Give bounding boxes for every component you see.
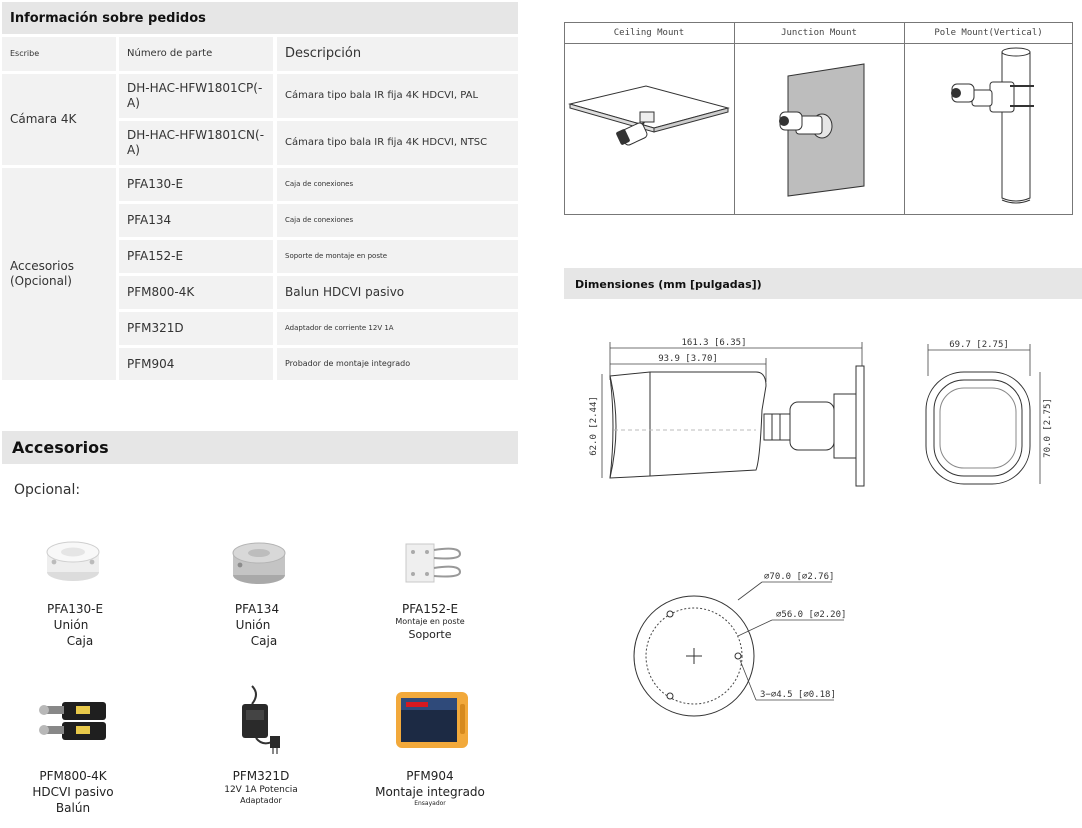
table-row-desc: Soporte de montaje en poste bbox=[277, 240, 518, 273]
dim-length-label: 161.3 [6.35] bbox=[681, 338, 747, 348]
table-row-part: PFM800-4K bbox=[119, 276, 273, 309]
dim-base-pcd-label: ⌀56.0 [⌀2.20] bbox=[776, 610, 847, 620]
table-row-part: PFA130-E bbox=[119, 168, 273, 201]
accessory-label-pfm904: PFM904 Montaje integrado Ensayador bbox=[375, 769, 485, 808]
dim-base-outer-label: ⌀70.0 [⌀2.76] bbox=[764, 572, 835, 582]
accessory-label-pfm8004k: PFM800-4K HDCVI pasivo Balún bbox=[32, 769, 114, 816]
dim-front-height-label: 70.0 [2.75] bbox=[1043, 398, 1053, 458]
table-row-part: PFM904 bbox=[119, 348, 273, 380]
table-row-part: PFM321D bbox=[119, 312, 273, 345]
col-header-desc: Descripción bbox=[277, 37, 518, 71]
table-row-part: DH-HAC-HFW1801CP(-A) bbox=[119, 74, 273, 118]
accessory-label-pfa152e: PFA152-E Montaje en poste Soporte bbox=[395, 602, 465, 641]
front-view-drawing bbox=[918, 336, 1068, 496]
ordering-title: Información sobre pedidos bbox=[10, 11, 206, 26]
group-type-camera: Cámara 4K bbox=[2, 74, 116, 165]
ordering-header bbox=[2, 2, 518, 34]
accessories-title: Accesorios bbox=[12, 438, 109, 457]
base-plate-drawing bbox=[620, 560, 850, 720]
col-header-type: Escribe bbox=[2, 37, 116, 71]
accessories-subtitle: Opcional: bbox=[14, 482, 81, 498]
group-type-accessories: Accesorios (Opcional) bbox=[2, 168, 116, 380]
table-row-desc: Caja de conexiones bbox=[277, 168, 518, 201]
table-row-desc: Cámara tipo bala IR fija 4K HDCVI, PAL bbox=[277, 74, 518, 118]
accessory-label-pfa134: PFA134 Unión Caja bbox=[234, 602, 280, 649]
dim-holes-label: 3−⌀4.5 [⌀0.18] bbox=[760, 690, 836, 700]
table-row-part: DH-HAC-HFW1801CN(-A) bbox=[119, 121, 273, 165]
mount-title-junction: Junction Mount bbox=[781, 28, 857, 38]
mount-title-ceiling: Ceiling Mount bbox=[613, 28, 685, 38]
table-row-desc: Adaptador de corriente 12V 1A bbox=[277, 312, 518, 345]
table-row-desc: Probador de montaje integrado bbox=[277, 348, 518, 380]
accessories-header bbox=[2, 431, 518, 464]
balun-icon bbox=[36, 694, 112, 746]
power-adapter-icon bbox=[232, 684, 290, 758]
accessory-label-pfa130e: PFA130-E Unión Caja bbox=[46, 602, 104, 649]
junction-mount-drawing bbox=[736, 46, 902, 212]
side-view-drawing bbox=[580, 330, 900, 500]
tester-icon bbox=[394, 690, 470, 750]
dimensions-header bbox=[564, 268, 1082, 299]
ceiling-mount-drawing bbox=[566, 46, 732, 212]
pole-mount-drawing bbox=[906, 46, 1072, 212]
table-row-part: PFA152-E bbox=[119, 240, 273, 273]
table-row-part: PFA134 bbox=[119, 204, 273, 237]
dimensions-title: Dimensiones (mm [pulgadas]) bbox=[575, 278, 762, 291]
junction-box-grey-icon bbox=[230, 539, 288, 587]
mount-title-pole: Pole Mount(Vertical) bbox=[934, 28, 1043, 38]
accessory-label-pfm321d: PFM321D 12V 1A Potencia Adaptador bbox=[224, 769, 298, 806]
col-header-part: Número de parte bbox=[119, 37, 273, 71]
table-row-desc: Caja de conexiones bbox=[277, 204, 518, 237]
table-row-desc: Balun HDCVI pasivo bbox=[277, 276, 518, 309]
pole-mount-bracket-icon bbox=[402, 540, 462, 586]
junction-box-white-icon bbox=[44, 536, 102, 586]
dim-front-length-label: 93.9 [3.70] bbox=[658, 354, 718, 364]
dim-height-label: 62.0 [2.44] bbox=[589, 396, 599, 456]
table-row-desc: Cámara tipo bala IR fija 4K HDCVI, NTSC bbox=[277, 121, 518, 165]
dim-width-label: 69.7 [2.75] bbox=[949, 340, 1009, 350]
